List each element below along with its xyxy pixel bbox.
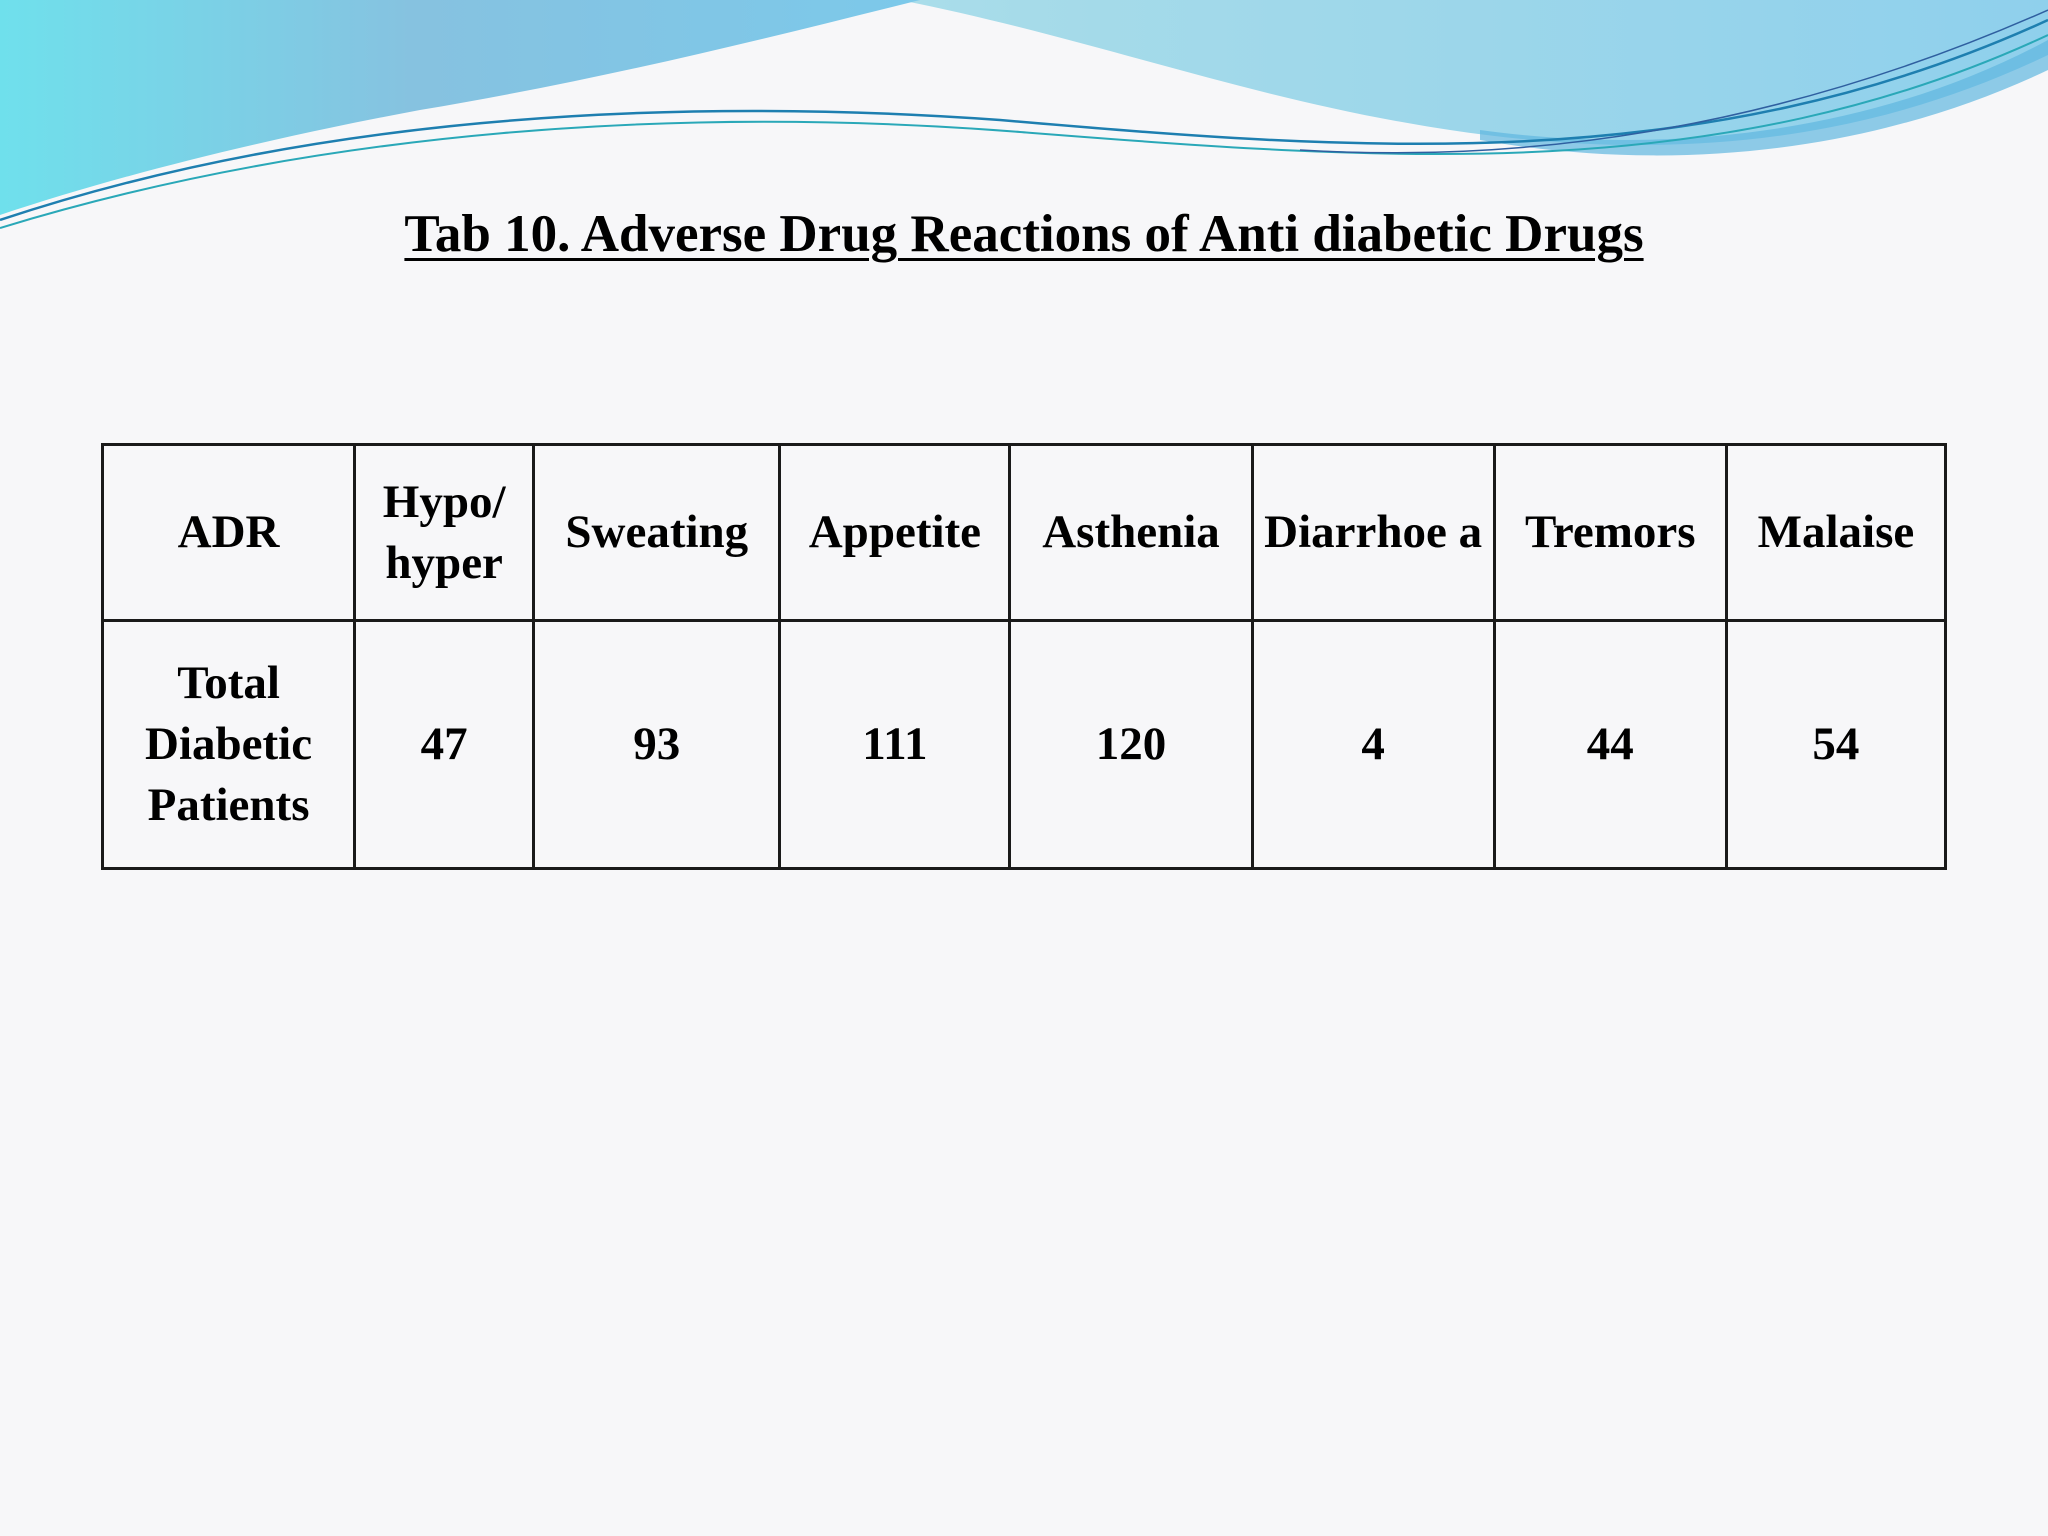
- cell-asthenia: 120: [1010, 621, 1252, 869]
- header-cell-adr: ADR: [103, 445, 355, 621]
- header-cell-malaise: Malaise: [1726, 445, 1945, 621]
- header-cell-tremors: Tremors: [1494, 445, 1726, 621]
- adr-table: [101, 443, 1947, 870]
- header-cell-diarrhoea: Diarrhoe a: [1252, 445, 1494, 621]
- cell-tremors: 44: [1494, 621, 1726, 869]
- cell-hypo-hyper: 47: [355, 621, 534, 869]
- cell-appetite: 111: [780, 621, 1010, 869]
- header-cell-appetite: Appetite: [780, 445, 1010, 621]
- header-cell-hypo-hyper: Hypo/ hyper: [355, 445, 534, 621]
- table-row: [103, 621, 1946, 869]
- slide-title: [0, 200, 2048, 268]
- row-label-total-diabetic-patients: Total Diabetic Patients: [103, 621, 355, 869]
- wave-left: [0, 0, 920, 215]
- cell-sweating: 93: [534, 621, 780, 869]
- slide-title-text: Tab 10. Adverse Drug Reactions of Anti diabetic Drugs: [404, 205, 1644, 263]
- header-cell-sweating: Sweating: [534, 445, 780, 621]
- header-cell-asthenia: Asthenia: [1010, 445, 1252, 621]
- table-header-row: [103, 445, 1946, 621]
- cell-diarrhoea: 4: [1252, 621, 1494, 869]
- cell-malaise: 54: [1726, 621, 1945, 869]
